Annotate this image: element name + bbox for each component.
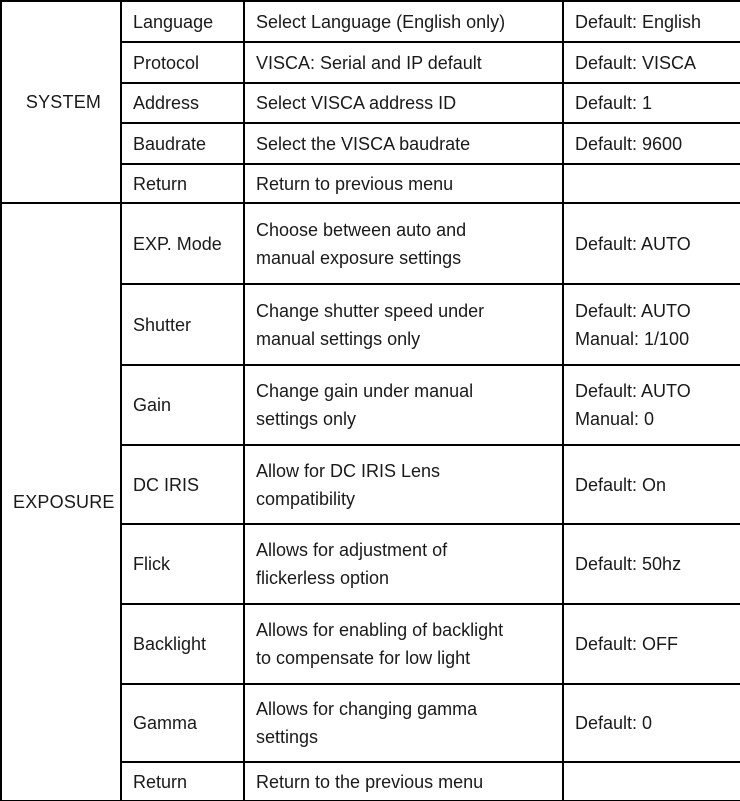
description-cell [244,83,563,123]
description-line: manual settings only [256,328,421,349]
setting-cell: Gain [121,365,244,445]
default-cell [563,42,740,83]
description-cell [244,203,563,284]
table-row [1,1,740,42]
default-cell [563,604,740,684]
default-line: Default: On [575,474,667,495]
setting-cell: Protocol [121,42,244,83]
setting-cell: Return [121,762,244,801]
setting-cell: Baudrate [121,123,244,164]
setting-cell: Backlight [121,604,244,684]
default-line: Default: 50hz [575,554,682,574]
default-line: Default: 0 [575,713,653,733]
description-cell [244,604,563,684]
description-line: flickerless option [256,568,390,588]
description-line: Change gain under manual [256,381,474,401]
setting-cell: Shutter [121,284,244,365]
setting-cell: EXP. Mode [121,203,244,284]
description-cell [244,684,563,762]
description-line: settings [256,727,319,747]
default-cell [563,123,740,164]
description-cell [244,42,563,83]
description-line: Choose between auto and [256,219,467,240]
default-line: Default: AUTO [575,233,691,254]
description-cell [244,445,563,524]
setting-cell: Flick [121,524,244,604]
description-cell [244,1,563,42]
default-line: Manual: 1/100 [575,328,690,349]
description-line: Return to previous menu [256,173,454,194]
section-cell-exposure: EXPOSURE [1,203,121,801]
default-line: Default: AUTO [575,300,691,321]
default-line: Default: English [575,11,702,32]
setting-cell: Address [121,83,244,123]
default-line: Default: VISCA [575,52,697,73]
description-line: Allow for DC IRIS Lens [256,460,441,481]
description-cell [244,164,563,203]
default-cell [563,762,740,801]
default-cell [563,524,740,604]
default-cell [563,164,740,203]
section-cell-system: SYSTEM [1,1,121,203]
setting-cell: DC IRIS [121,445,244,524]
description-cell [244,524,563,604]
description-line: Change shutter speed under [256,300,485,321]
description-line: settings only [256,409,357,429]
description-line: to compensate for low light [256,648,471,668]
description-line: compatibility [256,488,356,509]
description-line: Return to the previous menu [256,771,484,792]
description-line: Allows for adjustment of [256,540,448,560]
default-cell [563,284,740,365]
table-row [1,203,740,284]
description-cell [244,284,563,365]
default-cell [563,83,740,123]
default-line: Default: 1 [575,93,653,113]
default-cell [563,684,740,762]
default-line: Default: AUTO [575,381,691,401]
description-line: manual exposure settings [256,247,462,268]
description-cell [244,365,563,445]
setting-cell: Language [121,1,244,42]
default-cell [563,365,740,445]
default-cell [563,445,740,524]
description-line: Allows for enabling of backlight [256,620,504,640]
description-line: Allows for changing gamma [256,699,478,719]
setting-cell: Gamma [121,684,244,762]
setting-cell: Return [121,164,244,203]
default-cell [563,1,740,42]
description-cell [244,762,563,801]
default-line: Manual: 0 [575,409,655,429]
description-line: Select VISCA address ID [256,93,457,113]
description-line: Select Language (English only) [256,11,506,32]
default-line: Default: 9600 [575,133,683,154]
default-cell [563,203,740,284]
default-line: Default: OFF [575,634,679,654]
description-line: Select the VISCA baudrate [256,133,471,154]
description-line: VISCA: Serial and IP default [256,52,482,73]
description-cell [244,123,563,164]
